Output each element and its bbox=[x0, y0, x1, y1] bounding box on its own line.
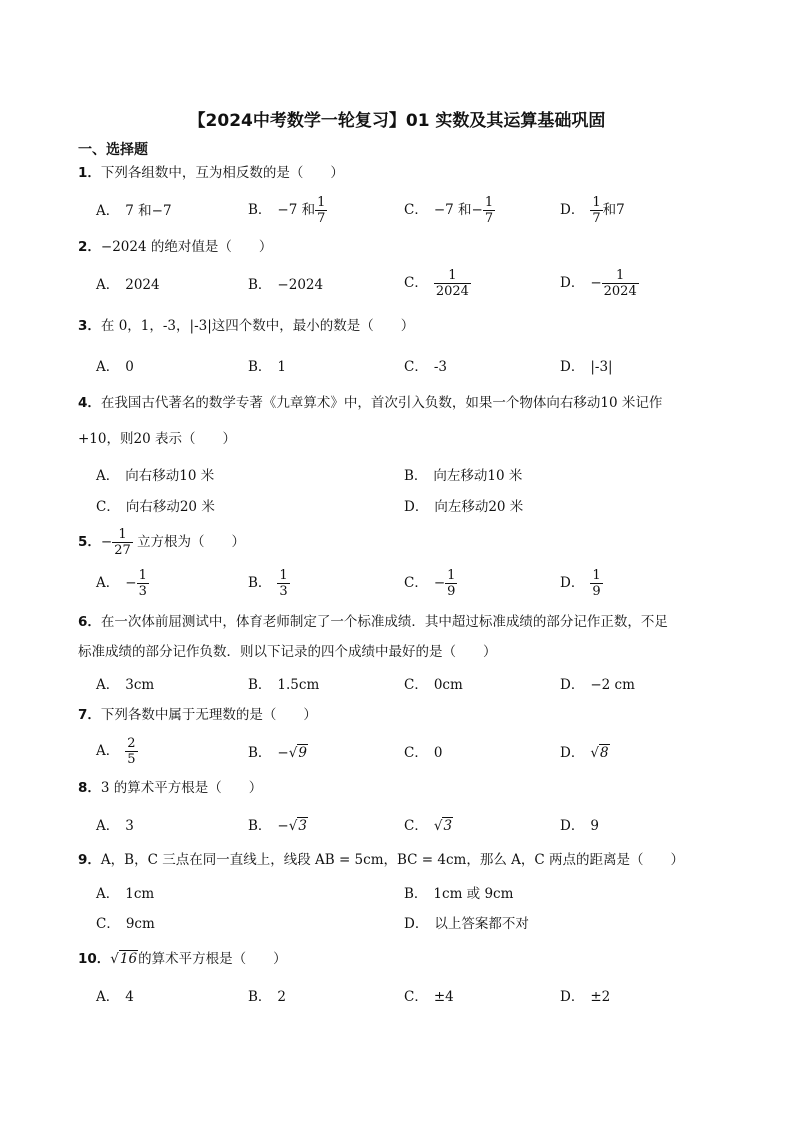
q10-option-a: A． 4 bbox=[96, 989, 134, 1005]
q10-option-d: D． ±2 bbox=[560, 989, 611, 1005]
question-text: 下列各组数中，互为相反数的是（ ） bbox=[100, 165, 344, 181]
sqrt-symbol: √9 bbox=[288, 745, 307, 761]
q2-option-c: C． $\frac{1}{2024}$ bbox=[404, 268, 469, 299]
q8-option-c: C． √3 bbox=[404, 818, 453, 834]
q7-option-b: B． −√9 bbox=[248, 745, 307, 761]
question-7: 7．下列各数中属于无理数的是（ ） bbox=[78, 707, 317, 723]
fraction: $\frac{1}{7}$ bbox=[484, 195, 494, 226]
question-5: 5．− $\frac{1}{27}$ 立方根为（ ） bbox=[78, 527, 246, 558]
q9-option-b: B． 1cm 或 9cm bbox=[404, 886, 514, 902]
q7-option-d: D． √8 bbox=[560, 745, 609, 761]
question-9: 9．A，B，C 三点在同一直线上，线段 AB = 5cm，BC = 4cm，那么 A，C 两点的距离是（ ） bbox=[78, 852, 685, 868]
q8-option-b: B． −√3 bbox=[248, 818, 307, 834]
q3-option-d: D． |-3| bbox=[560, 359, 613, 375]
q6-option-c: C． 0cm bbox=[404, 677, 463, 693]
q2-option-b: B． −2024 bbox=[248, 277, 324, 293]
q2-option-a: A． 2024 bbox=[96, 277, 160, 293]
q1-option-d: D． $\frac{1}{7}$ 和7 bbox=[560, 195, 625, 226]
question-3: 3．在 0，1，-3，|-3|这四个数中，最小的数是（ ） bbox=[78, 318, 415, 334]
question-4: 4．在我国古代著名的数学专著《九章算术》中，首次引入负数，如果一个物体向右移动10 米记作 bbox=[78, 395, 663, 411]
question-1 bbox=[78, 164, 344, 182]
q10-option-c: C． ±4 bbox=[404, 989, 454, 1005]
fraction: $\frac{1}{2024}$ bbox=[603, 268, 637, 299]
q3-option-b: B． 1 bbox=[248, 359, 287, 375]
q4-option-d: D． 向左移动20 米 bbox=[404, 499, 524, 515]
q4-option-a: A． 向右移动10 米 bbox=[96, 468, 215, 484]
sqrt-symbol: √16 bbox=[110, 951, 138, 967]
question-6: 6．在一次体前屈测试中，体育老师制定了一个标准成绩．其中超过标准成绩的部分记作正数，不足 bbox=[78, 614, 668, 630]
q4-option-c: C． 向右移动20 米 bbox=[96, 499, 215, 515]
question-2: 2．−2024 的绝对值是（ ） bbox=[78, 239, 273, 255]
q4-option-b: B． 向左移动10 米 bbox=[404, 468, 523, 484]
fraction: $\frac{1}{27}$ bbox=[114, 527, 131, 558]
q10-option-b: B． 2 bbox=[248, 989, 287, 1005]
q2-option-d: D． − $\frac{1}{2024}$ bbox=[560, 268, 637, 299]
q8-option-d: D． 9 bbox=[560, 818, 599, 834]
q6-option-b: B． 1.5cm bbox=[248, 677, 320, 693]
q3-option-a: A． 0 bbox=[96, 359, 134, 375]
q7-option-c: C． 0 bbox=[404, 745, 443, 761]
q6-option-a: A． 3cm bbox=[96, 677, 155, 693]
page-title: 【2024中考数学一轮复习】01 实数及其运算基础巩固 bbox=[188, 111, 606, 131]
question-8: 8．3 的算术平方根是（ ） bbox=[78, 780, 263, 796]
q1-option-c: C． −7 和− $\frac{1}{7}$ bbox=[404, 195, 494, 226]
q9-option-d: D． 以上答案都不对 bbox=[404, 916, 529, 932]
question-10: 10．√16的算术平方根是（ ） bbox=[78, 951, 287, 967]
q6-option-d: D． −2 cm bbox=[560, 677, 635, 693]
q5-option-d: D． $\frac{1}{9}$ bbox=[560, 568, 601, 599]
question-6-continued: 标准成绩的部分记作负数．则以下记录的四个成绩中最好的是（ ） bbox=[78, 644, 497, 660]
question-4-continued: +10，则20 表示（ ） bbox=[78, 431, 236, 447]
q5-option-b: B． $\frac{1}{3}$ bbox=[248, 568, 288, 599]
q1-option-b: B． −7 和 $\frac{1}{7}$ bbox=[248, 195, 326, 226]
section-heading: 一、选择题 bbox=[78, 142, 148, 158]
q1-option-a: A． 7 和−7 bbox=[96, 203, 172, 219]
question-number: 1． bbox=[78, 165, 101, 181]
q5-option-c: C． − $\frac{1}{9}$ bbox=[404, 568, 456, 599]
q9-option-a: A． 1cm bbox=[96, 886, 155, 902]
fraction: $\frac{1}{7}$ bbox=[317, 195, 326, 226]
fraction: $\frac{1}{7}$ bbox=[592, 195, 601, 226]
q9-option-c: C． 9cm bbox=[96, 916, 155, 932]
q7-option-a: A． $\frac{2}{5}$ bbox=[96, 736, 136, 767]
q8-option-a: A． 3 bbox=[96, 818, 134, 834]
q3-option-c: C． -3 bbox=[404, 359, 447, 375]
q5-option-a: A． − $\frac{1}{3}$ bbox=[96, 568, 147, 599]
fraction: $\frac{1}{2024}$ bbox=[435, 268, 469, 299]
sqrt-symbol: √8 bbox=[590, 745, 609, 761]
